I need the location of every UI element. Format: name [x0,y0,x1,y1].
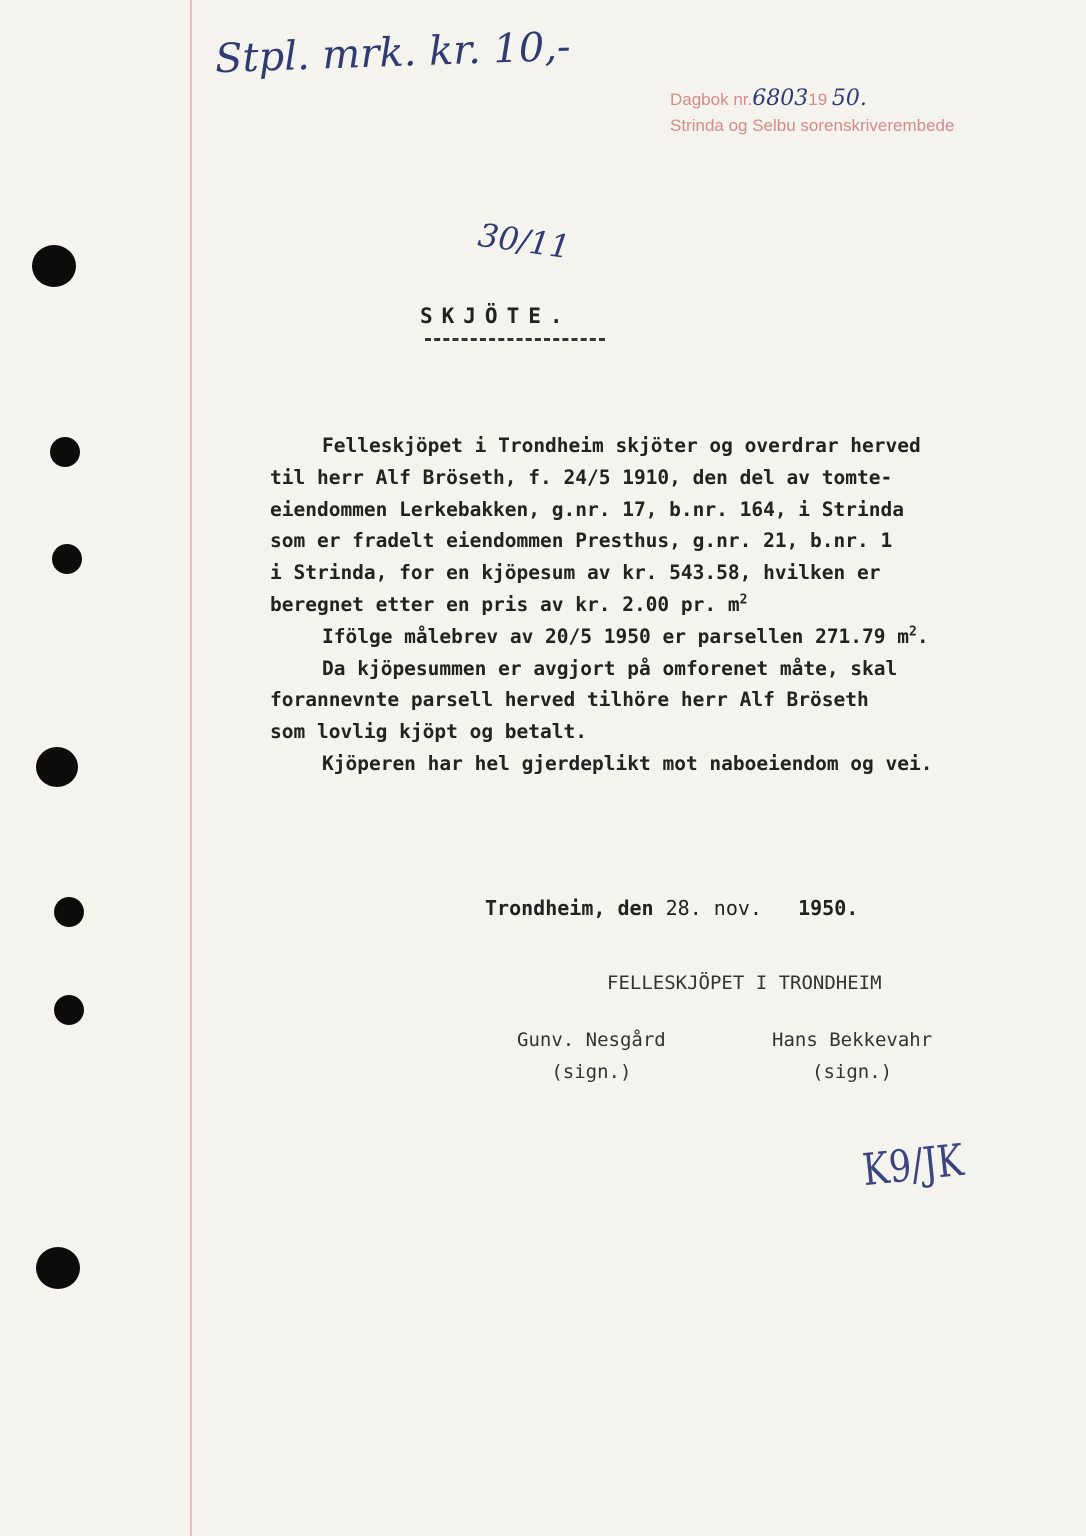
organization-name: FELLESKJÖPET I TRONDHEIM [607,972,882,994]
signatory-note: (sign.) [551,1061,632,1083]
body-line: til herr Alf Bröseth, f. 24/5 1910, den del av tomte- [270,465,893,489]
superscript: 2 [909,624,917,640]
place-date-line [485,896,858,920]
deed-body [270,430,1030,780]
punch-hole [32,245,76,287]
body-line [270,621,1030,653]
title-underline [425,338,605,341]
journal-stamp [670,86,867,111]
signatory-1 [517,1024,666,1088]
date: 28. nov. [665,896,762,920]
signatory-note: (sign.) [812,1061,893,1083]
margin-line [190,0,192,1536]
body-line: Da kjöpesummen er avgjort på omforenet måte, skal [322,656,898,680]
body-line: i Strinda, for en kjöpesum av kr. 543.58, hvilken er [270,561,881,585]
body-line: forannevnte parsell herved tilhöre herr Alf Bröseth [270,688,869,712]
body-line: som lovlig kjöpt og betalt. [270,720,587,744]
body-line: eiendommen Lerkebakken, g.nr. 17, b.nr. 164, i Strinda [270,497,904,521]
superscript: 2 [739,592,748,608]
punch-hole [54,897,84,927]
signatory-name: Hans Bekkevahr [772,1029,933,1051]
journal-number: 6803 [752,86,809,111]
stamp-office: Strinda og Selbu sorenskriverembede [670,116,955,135]
signatory-name: Gunv. Nesgård [517,1029,666,1051]
year: 1950. [798,896,859,920]
punch-hole [54,995,84,1025]
body-line: Felleskjöpet i Trondheim skjöter og overdrar herved [322,434,921,457]
signatory-2 [772,1024,932,1088]
body-line [270,589,1030,621]
body-line: som er fradelt eiendommen Presthus, g.nr. 21, b.nr. 1 [270,529,893,553]
stamp-prefix: Dagbok nr. [670,90,753,109]
superscript-suffix: . [916,624,929,648]
document-title: SKJÖTE. [420,304,572,328]
fee-note: Stpl. mrk. kr. 10,- [214,23,572,83]
place: Trondheim, den [485,896,654,920]
body-line-text: Ifölge målebrev av 20/5 1950 er parsellen 271.79 m [322,624,909,648]
initials-note: K9/JK [860,1134,966,1197]
punch-hole [36,747,78,787]
punch-hole [50,437,80,467]
date-note: 30/11 [475,215,573,267]
body-line: Kjöperen har hel gjerdeplikt mot naboeiendom og vei. [322,751,933,775]
punch-hole [36,1247,80,1289]
stamp-mid: 19 [808,90,828,109]
journal-year: 50. [831,86,867,111]
punch-hole [52,544,82,574]
body-line-text: beregnet etter en pris av kr. 2.00 pr. m [270,592,740,616]
